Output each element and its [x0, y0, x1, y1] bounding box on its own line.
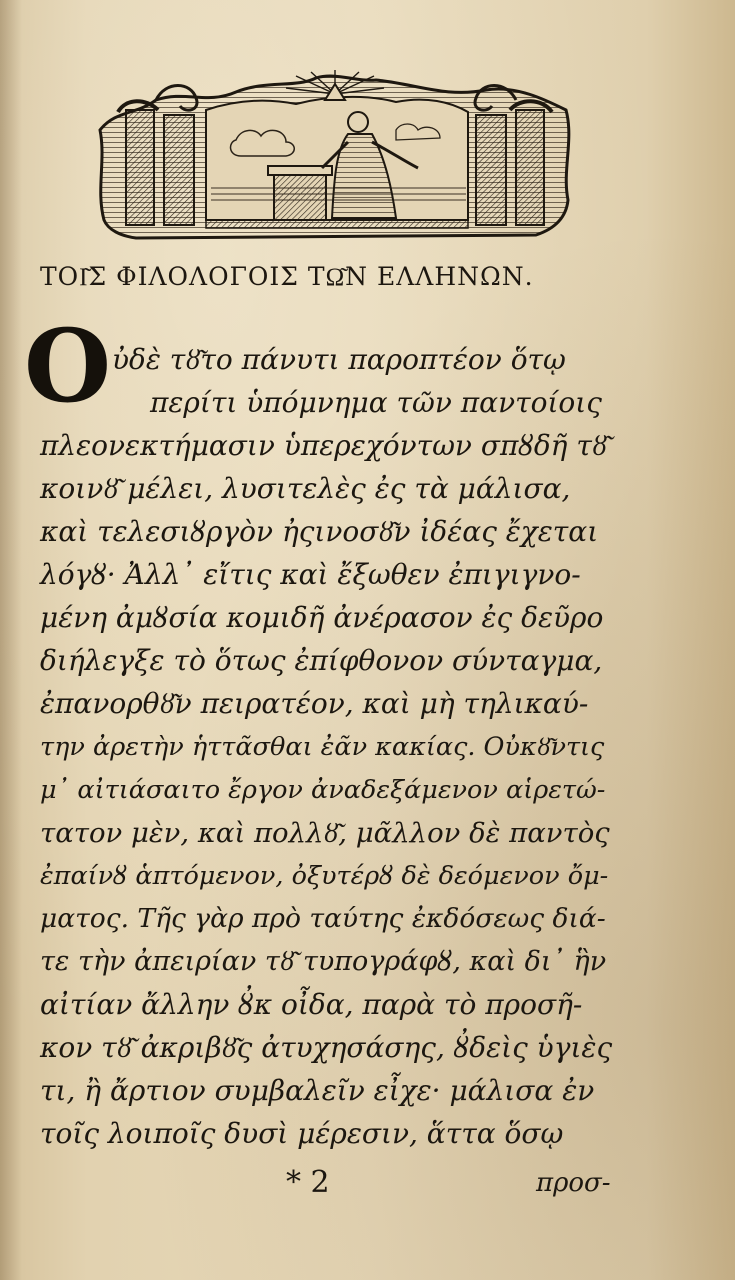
body-line-13: ἐπαίνȣ ἁπτόμενον, ὀξυτέρȣ δὲ δεόμενον ὄμ- [40, 861, 609, 891]
body-line-12: τατον μὲν, καὶ πολλȣ͂, μᾶλλον δὲ παντὸς [40, 817, 610, 849]
engraved-headpiece-figure-at-altar-icon [96, 70, 574, 245]
body-line-9: ἐπανορθȣ͂ν πειρατέον, καὶ μὴ τηλικαύ- [40, 687, 589, 720]
body-line-10: την ἀρετὴν ἡττᾶσθαι ἐᾶν κακίας. Οὐκȣ͂ντις [40, 732, 605, 762]
body-line-7: μένη ἀμȣσία κομιδῆ ἀνέρασον ἐς δεῦρο [40, 601, 604, 634]
page-heading: ΤΟΙ͂Σ ΦΙΛΟΛΟΓΟΙΣ ΤΩ͂Ν ΕΛΛΗΝΩΝ. [40, 262, 534, 291]
body-line-17: κον τȣ͂ ἀκριβȣ͂ς ἀτυχησάσης, ȣ̓δεὶς ὑγιὲς [40, 1031, 613, 1064]
body-line-15: τε τὴν ἀπειρίαν τȣ͂ τυπογράφȣ, καὶ δι᾽ ἣν [40, 946, 607, 977]
page-gutter-shadow [0, 0, 22, 1280]
drop-cap-initial: Ο [24, 307, 112, 425]
body-line-2: περίτι ὑπόμνημα τῶν παντοίοις [150, 386, 602, 419]
body-line-3: πλεονεκτήμασιν ὑπερεχόντων σπȣδῆ τȣ͂ [40, 429, 607, 462]
body-line-18: τι, ἢ ἄρτιον συμβαλεῖν εἶχε· μάλισα ἐν [40, 1074, 595, 1107]
body-line-19: τοῖς λοιποῖς δυσὶ μέρεσιν, ἅττα ὅσῳ [40, 1117, 564, 1150]
body-line-8: διήλεγξε τὸ ὅτως ἐπίφθονον σύνταγμα, [40, 644, 603, 677]
body-line-5: καὶ τελεσιȣργὸν ἠςινοσȣ͂ν ἰδέας ἔχεται [40, 515, 599, 548]
body-line-6: λόγȣ· Ἀλλ᾽ εἴτις καὶ ἔξωθεν ἐπιγιγνο- [40, 558, 581, 591]
body-line-14: ματος. Τῆς γὰρ πρὸ ταύτης ἐκδόσεως διά- [40, 903, 606, 934]
body-line-4: κοινȣ͂ μέλει, λυσιτελὲς ἐς τὰ μάλισα, [40, 472, 571, 505]
body-line-1: ὐδὲ τȣ͂το πάνυτι παροπτέον ὅτῳ [112, 343, 566, 376]
body-line-16: αἰτίαν ἄλλην ȣ̓κ οἶδα, παρὰ τὸ προσῆ- [40, 988, 583, 1021]
signature-mark: * 2 [286, 1165, 330, 1200]
catchword: προσ- [536, 1168, 611, 1198]
body-line-11: μ᾽ αἰτιάσαιτο ἔργον ἀναδεξάμενον αἱρετώ- [40, 775, 606, 805]
